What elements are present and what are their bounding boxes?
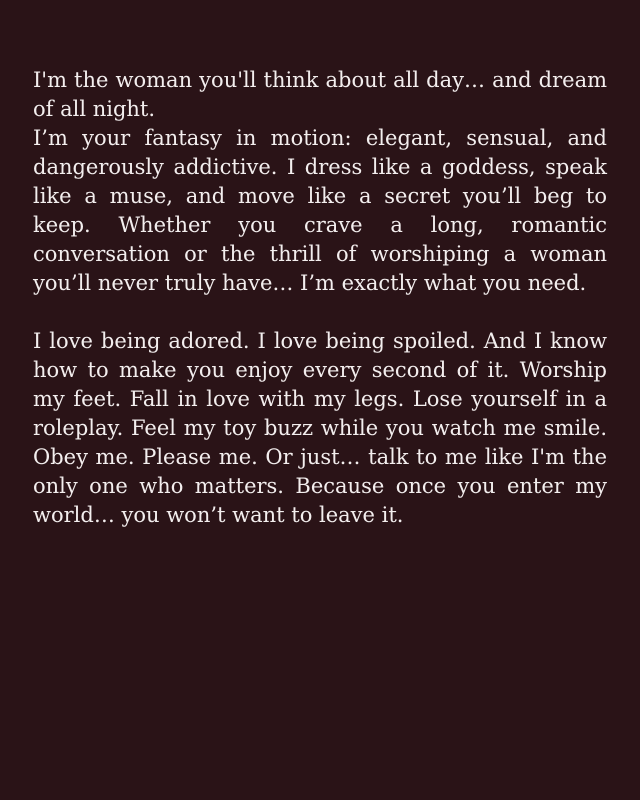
bio-text-block — [33, 66, 607, 530]
intro-paragraph: I'm the woman you'll think about all day… and dream of all night. — [33, 68, 607, 121]
adoration-paragraph: I love being adored. I love being spoiled. And I know how to make you enjoy every second of it. Worship my feet. Fall in love with my legs. Lose yourself in a roleplay. Feel my toy buzz while you watch me smile. Obey me. Please me. Or just… talk to me like I'm the only one who matters. Because once you enter my world… you won’t want to leave it. — [33, 329, 607, 527]
fantasy-paragraph: I’m your fantasy in motion: elegant, sensual, and dangerously addictive. I dress like a goddess, speak like a muse, and move like a secret you’ll beg to keep. Whether you crave a long, romantic conversation or the thrill of worshiping a woman you’ll never truly have… I’m exactly what you need. — [33, 126, 607, 295]
